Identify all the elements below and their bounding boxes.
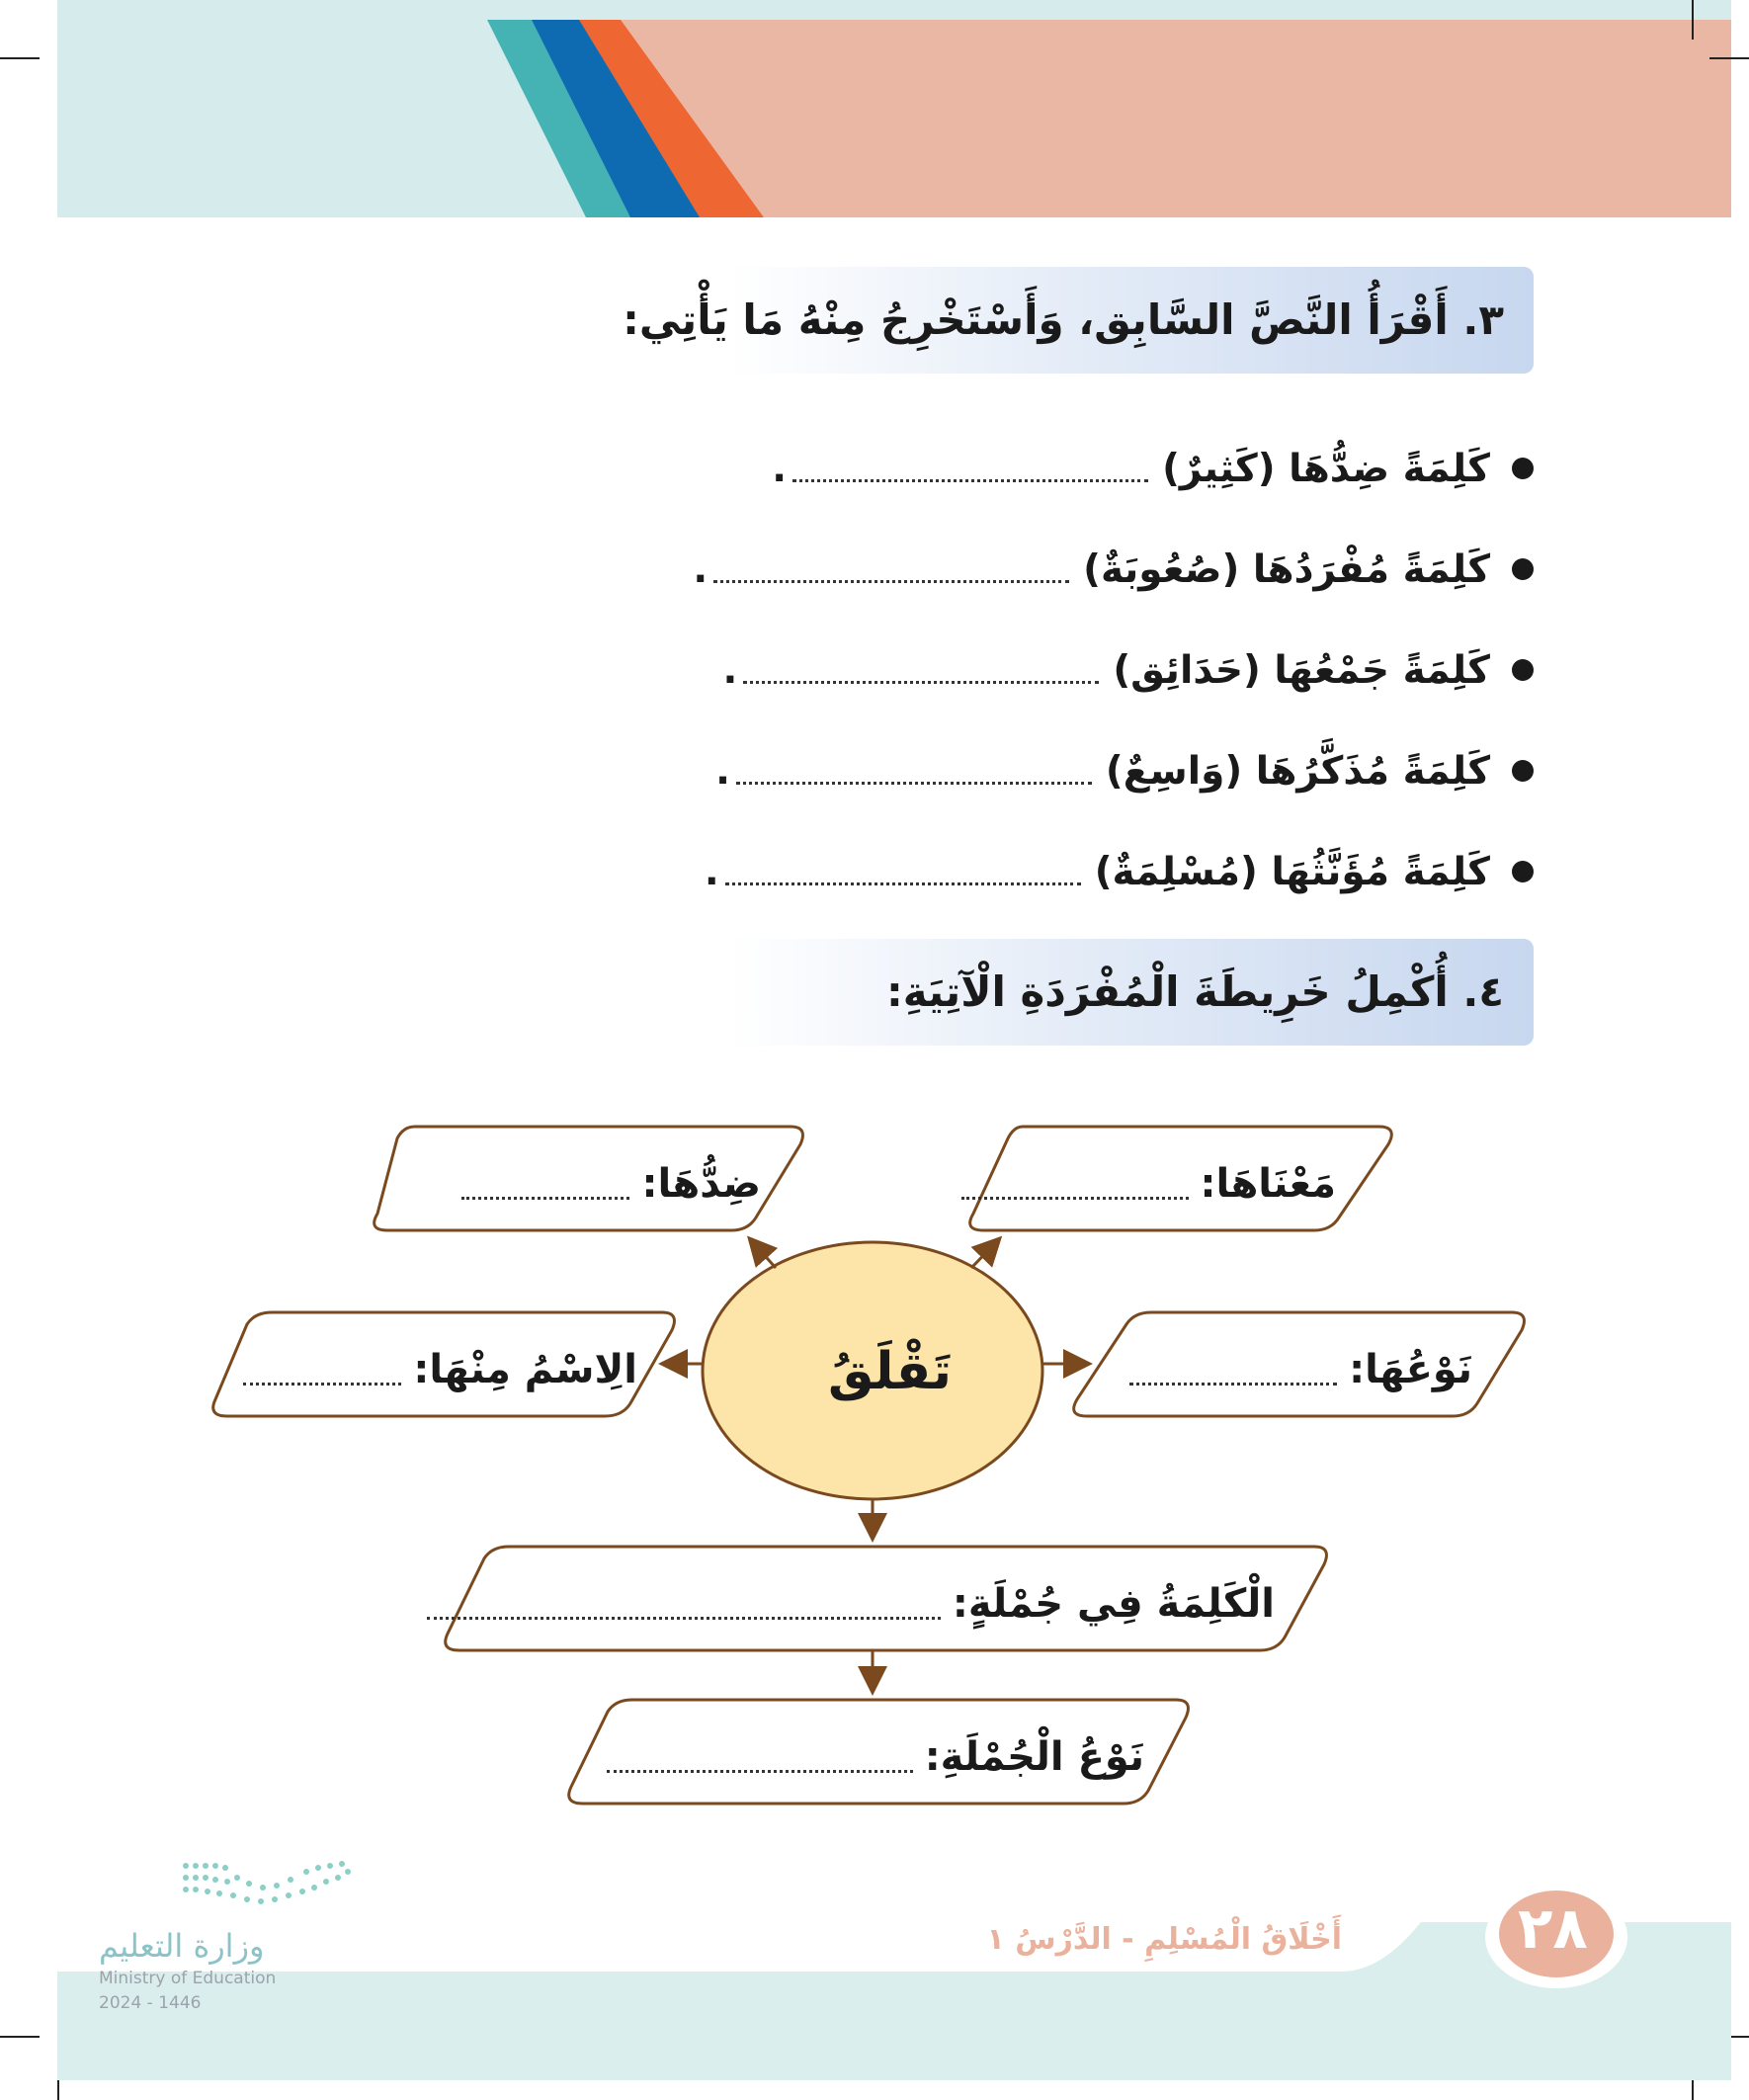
- list-item: [772, 439, 1534, 498]
- type-label: [1129, 1347, 1472, 1392]
- answer-line[interactable]: [792, 479, 1148, 482]
- answer-line[interactable]: [243, 1383, 401, 1386]
- arrow-to-opposite: [751, 1240, 776, 1268]
- answer-line[interactable]: [427, 1617, 941, 1620]
- crop-mark: [1709, 57, 1749, 59]
- meaning-label-text: مَعْنَاهَا:: [1200, 1161, 1336, 1207]
- sentence-type-label-text: نَوْعُ الْجُمْلَةِ:: [924, 1734, 1144, 1780]
- list-item: [693, 540, 1534, 599]
- crop-mark: [0, 57, 40, 59]
- answer-line[interactable]: [736, 782, 1092, 785]
- opposite-label: [461, 1161, 761, 1207]
- list-item: [705, 842, 1534, 901]
- item-text: كَلِمَةً جَمْعُهَا (حَدَائِق): [1113, 647, 1490, 693]
- item-text: كَلِمَةً مُفْرَدُهَا (صُعُوبَةٌ): [1083, 546, 1490, 592]
- center-word: تَقْلَقُ: [828, 1342, 953, 1401]
- answer-line[interactable]: [713, 580, 1069, 583]
- ministry-name-en: Ministry of Education: [99, 1969, 277, 1988]
- bullet-icon: [1512, 861, 1534, 882]
- bullet-icon: [1512, 760, 1534, 782]
- word-map-diagram: [0, 1087, 1749, 1838]
- end-mark: .: [704, 849, 719, 894]
- crop-mark: [0, 2036, 40, 2038]
- answer-line[interactable]: [1129, 1383, 1337, 1386]
- sentence-type-label: [607, 1734, 1144, 1780]
- footer-band: [57, 1902, 1731, 2080]
- arrow-to-meaning: [971, 1240, 998, 1268]
- answer-line[interactable]: [607, 1770, 913, 1773]
- header-banner: [57, 0, 1731, 217]
- question3-title: ٣. أَقْرَأُ النَّصَّ السَّابِق، وَأَسْتَخْرِجُ مِنْهُ مَا يَأْتِي:: [623, 295, 1504, 344]
- answer-line[interactable]: [461, 1197, 629, 1200]
- item-text: كَلِمَةً مُؤَنَّثُهَا (مُسْلِمَةٌ): [1094, 849, 1490, 894]
- end-mark: .: [722, 647, 738, 693]
- ministry-logo-icon: [178, 1858, 356, 1917]
- ministry-name-ar: وزارة التعليم: [99, 1927, 265, 1965]
- type-label-text: نَوْعُهَا:: [1349, 1347, 1472, 1392]
- opposite-label-text: ضِدُّهَا:: [641, 1161, 761, 1207]
- end-mark: .: [693, 546, 708, 592]
- sentence-label-text: الْكَلِمَةُ فِي جُمْلَةٍ:: [952, 1581, 1275, 1627]
- list-item: [723, 640, 1535, 700]
- lesson-title: أَخْلَاقُ الْمُسْلِمِ - الدَّرْسُ ١: [986, 1922, 1342, 1957]
- end-mark: .: [772, 446, 788, 491]
- noun-label: [243, 1347, 637, 1392]
- meaning-label: [961, 1161, 1336, 1207]
- list-item: [715, 741, 1534, 800]
- question4-title: ٤. أُكْمِلُ خَرِيطَةَ الْمُفْرَدَةِ الْآتِيَةِ:: [886, 967, 1504, 1016]
- crop-mark: [1692, 0, 1694, 40]
- page-number: ٢٨: [1518, 1894, 1588, 1962]
- item-text: كَلِمَةً ضِدُّهَا (كَثِيرٌ): [1162, 446, 1490, 491]
- bullet-icon: [1512, 458, 1534, 479]
- bullet-icon: [1512, 659, 1534, 681]
- sentence-label: [427, 1581, 1275, 1627]
- answer-line[interactable]: [961, 1197, 1189, 1200]
- answer-line[interactable]: [743, 681, 1099, 684]
- bullet-icon: [1512, 558, 1534, 580]
- item-text: كَلِمَةً مُذَكَّرُهَا (وَاسِعٌ): [1105, 748, 1490, 794]
- ministry-year: 2024 - 1446: [99, 1993, 202, 2013]
- noun-label-text: الِاسْمُ مِنْهَا:: [413, 1347, 637, 1392]
- answer-line[interactable]: [725, 882, 1081, 885]
- end-mark: .: [715, 748, 730, 794]
